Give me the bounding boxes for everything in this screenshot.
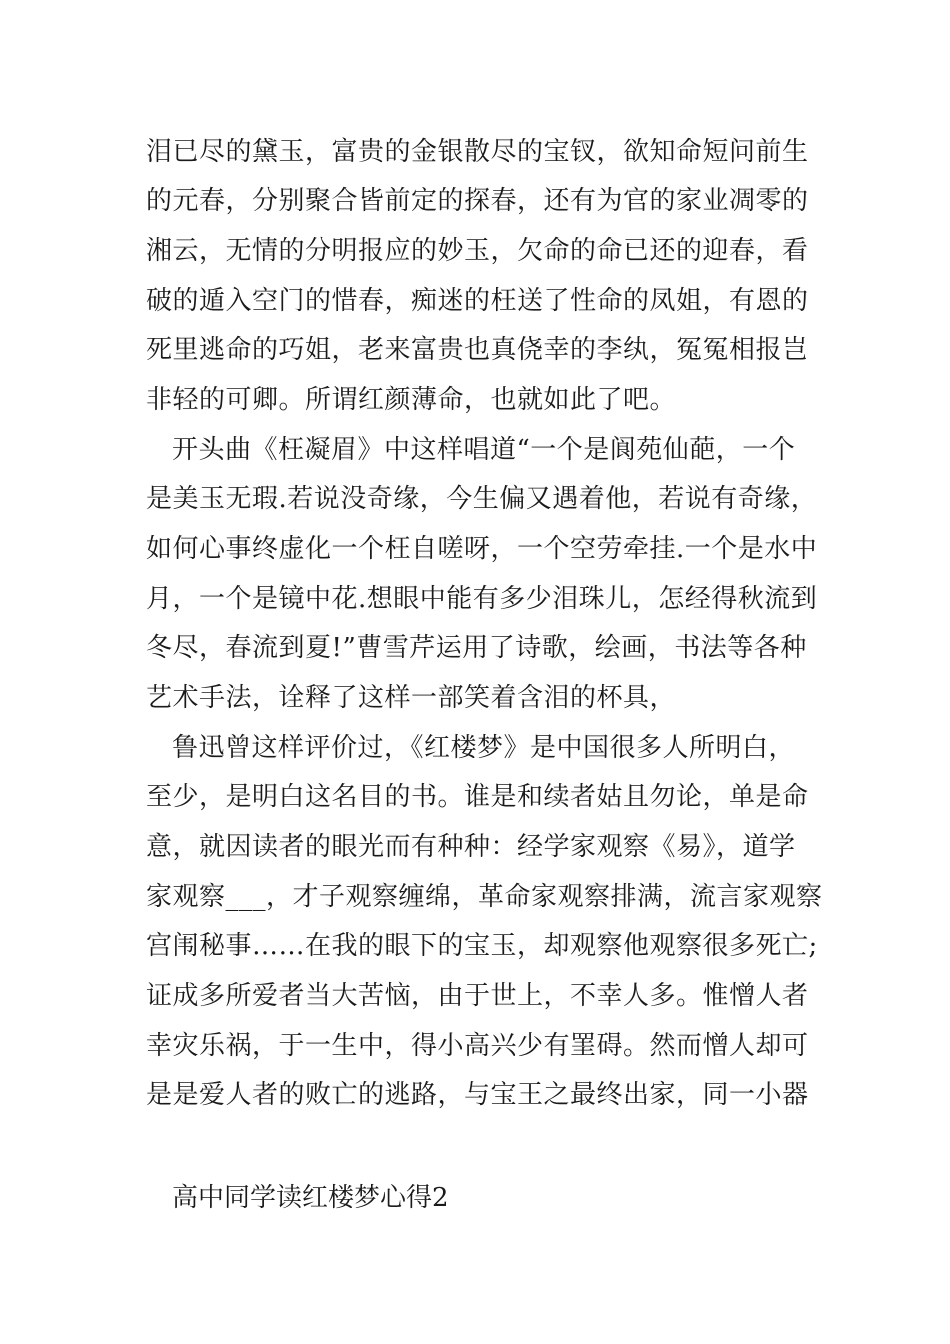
paragraph-2-line-4: 月，一个是镜中花.想眼中能有多少泪珠儿，怎经得秋流到 — [146, 584, 818, 614]
paragraph-2-line-3: 如何心事终虚化一个枉自嗟呀，一个空劳牵挂.一个是水中 — [146, 534, 818, 564]
paragraph-3-line-4: 家观察___，才子观察缠绵，革命家观察排满，流言家观察 — [146, 882, 823, 912]
paragraph-1-line-2: 的元春，分别聚合皆前定的探春，还有为官的家业凋零的 — [146, 186, 809, 216]
paragraph-2-line-6: 艺术手法，诠释了这样一部笑着含泪的杯具， — [146, 683, 677, 713]
paragraph-3-line-7: 幸灾乐祸，于一生中，得小高兴少有罣碍。然而憎人却可 — [146, 1031, 809, 1061]
paragraph-2-line-1: 开头曲《枉凝眉》中这样唱道“一个是阆苑仙葩，一个 — [172, 435, 796, 465]
paragraph-2-line-5: 冬尽，春流到夏!”曹雪芹运用了诗歌，绘画，书法等各种 — [146, 633, 807, 663]
paragraph-1-line-5: 死里逃命的巧姐，老来富贵也真侥幸的李纨，冤冤相报岂 — [146, 335, 809, 365]
section-heading: 高中同学读红楼梦心得2 — [172, 1183, 449, 1213]
paragraph-1-line-3: 湘云，无情的分明报应的妙玉，欠命的命已还的迎春，看 — [146, 236, 809, 266]
paragraph-2-line-2: 是美玉无瑕.若说没奇缘，今生偏又遇着他，若说有奇缘， — [146, 484, 818, 514]
paragraph-3-line-8: 是是爱人者的败亡的逃路，与宝王之最终出家，同一小器 — [146, 1080, 809, 1110]
paragraph-3-line-6: 证成多所爱者当大苦恼，由于世上，不幸人多。惟憎人者 — [146, 981, 809, 1011]
paragraph-1-line-6: 非轻的可卿。所谓红颜薄命，也就如此了吧。 — [146, 385, 677, 415]
paragraph-1-line-1: 泪已尽的黛玉，富贵的金银散尽的宝钗，欲知命短问前生 — [146, 137, 809, 167]
paragraph-3-line-3: 意，就因读者的眼光而有种种：经学家观察《易》，道学 — [146, 832, 796, 862]
paragraph-3-line-1: 鲁迅曾这样评价过，《红楼梦》是中国很多人所明白， — [172, 733, 796, 763]
paragraph-1-line-4: 破的遁入空门的惜春，痴迷的枉送了性命的凤姐，有恩的 — [146, 286, 809, 316]
paragraph-3-line-5: 宫闱秘事……在我的眼下的宝玉，却观察他观察很多死亡; — [146, 931, 818, 961]
paragraph-3-line-2: 至少，是明白这名目的书。谁是和续者姑且勿论，单是命 — [146, 782, 809, 812]
